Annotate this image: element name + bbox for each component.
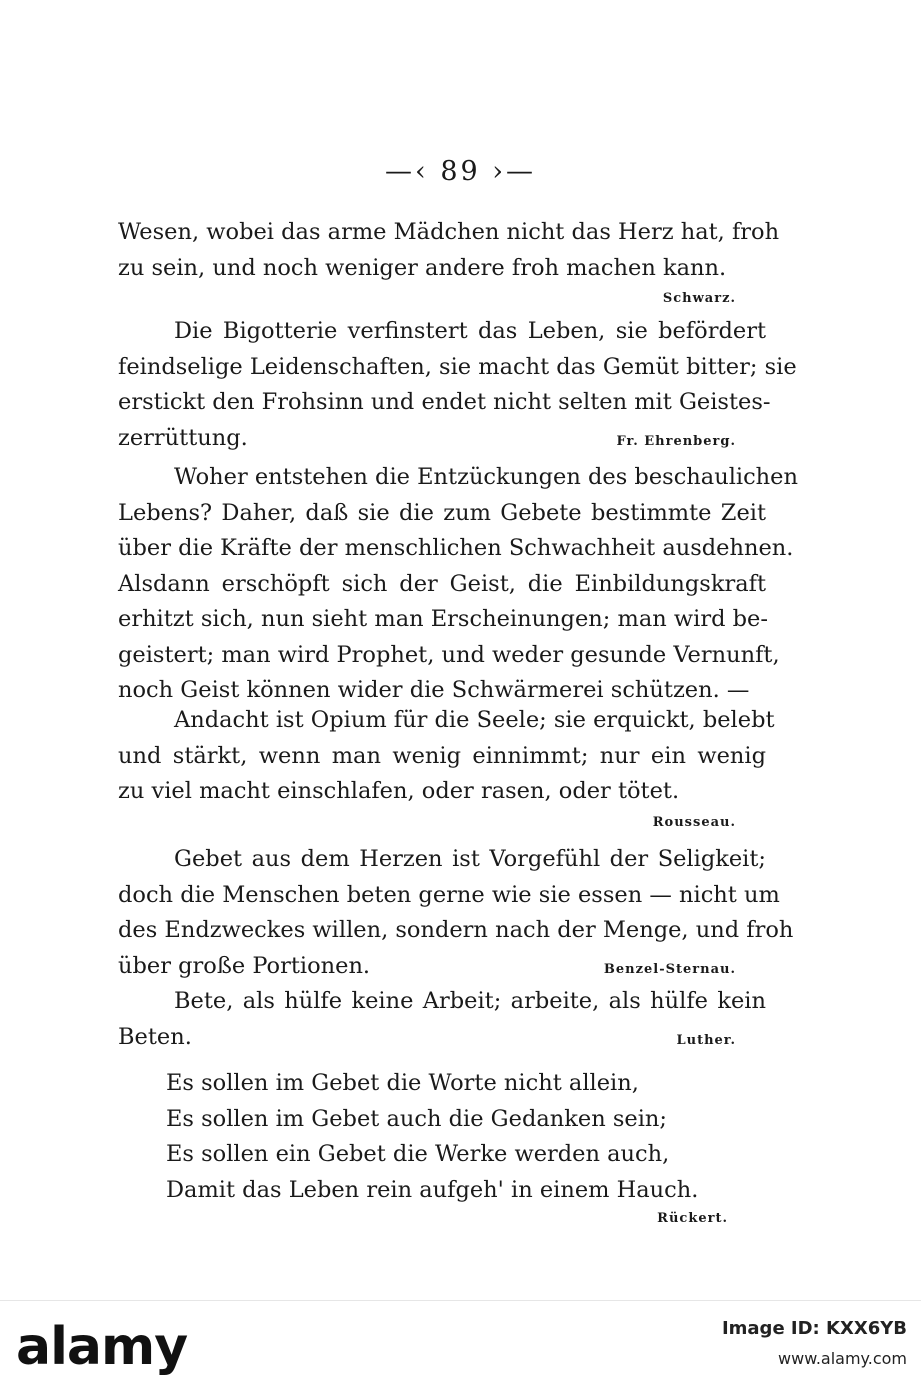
text-line: des Endzweckes willen, sondern nach der Menge, und froh: [118, 917, 794, 943]
verse-line: Es sollen im Gebet die Worte nicht allein,: [166, 1070, 639, 1096]
source-url: www.alamy.com: [778, 1349, 907, 1368]
attribution: Rückert.: [657, 1211, 728, 1226]
text-line: Alsdann erschöpft sich der Geist, die Einbildungskraft: [118, 570, 766, 597]
page-number-header: —‹ 89 ›—: [384, 156, 537, 187]
text-line: Woher entstehen die Entzückungen des beschaulichen: [174, 464, 798, 490]
brand-logo: alamy: [16, 1317, 188, 1377]
text-line: feindselige Leidenschaften, sie macht das Gemüt bitter; sie: [118, 353, 797, 380]
quote-block-luther: [118, 984, 766, 1055]
quote-block-rousseau: [118, 703, 775, 836]
attribution: Schwarz.: [662, 291, 736, 306]
attribution: Fr. Ehrenberg.: [616, 433, 736, 449]
text-line: erstickt den Frohsinn und endet nicht selten mit Geistes-: [118, 389, 771, 415]
attribution: Benzel-Sternau.: [603, 961, 736, 977]
image-id-label: Image ID: KXX6YB: [721, 1318, 907, 1339]
text-line: Bete, als hülfe keine Arbeit; arbeite, als hülfe kein: [174, 988, 766, 1014]
quote-block-woher: [118, 460, 798, 709]
text-line-with-attribution: [118, 949, 766, 985]
text-line: zu viel macht einschlafen, oder rasen, oder tötet.: [118, 778, 680, 804]
text-line: Gebet aus dem Herzen ist Vorgefühl der Seligkeit;: [174, 846, 766, 872]
text-line: Andacht ist Opium für die Seele; sie erquickt, belebt: [174, 707, 775, 733]
text-line: Die Bigotterie verfinstert das Leben, sie befördert: [174, 318, 766, 344]
text-line: über große Portionen.: [118, 952, 371, 979]
verse-attribution-row: [118, 1206, 766, 1232]
attribution: Luther.: [676, 1032, 736, 1048]
text-line: zerrüttung.: [118, 424, 248, 451]
text-line: noch Geist können wider die Schwärmerei schützen. —: [118, 677, 750, 703]
text-line: und stärkt, wenn man wenig einnimmt; nur ein wenig: [118, 742, 766, 769]
text-line: doch die Menschen beten gerne wie sie essen — nicht um: [118, 881, 780, 908]
quote-block-benzel-sternau: [118, 842, 794, 984]
text-line: Lebens? Daher, daß sie die zum Gebete bestimmte Zeit: [118, 499, 766, 526]
verse-line: Es sollen im Gebet auch die Gedanken sein;: [166, 1105, 667, 1132]
quote-block-ehrenberg: [118, 314, 797, 456]
text-line: Beten.: [118, 1023, 192, 1050]
verse-line: Damit das Leben rein aufgeh' in einem Hauch.: [166, 1176, 699, 1203]
text-line: geistert; man wird Prophet, und weder gesunde Vernunft,: [118, 641, 780, 668]
quote-block-schwarz: [118, 215, 780, 312]
text-line: erhitzt sich, nun sieht man Erscheinungen; man wird be-: [118, 606, 768, 632]
text-line: über die Kräfte der menschlichen Schwachheit ausdehnen.: [118, 535, 794, 561]
text-line: zu sein, und noch weniger andere froh machen kann.: [118, 254, 727, 281]
stock-footer-bar: [0, 1300, 921, 1391]
text-line: Wesen, wobei das arme Mädchen nicht das Herz hat, froh: [118, 219, 780, 245]
text-line-with-attribution: [118, 421, 766, 457]
verse-block-rueckert: [166, 1066, 698, 1208]
verse-line: Es sollen ein Gebet die Werke werden auch,: [166, 1141, 670, 1167]
text-line-with-attribution: [118, 1020, 766, 1056]
attribution: Rousseau.: [652, 814, 736, 830]
